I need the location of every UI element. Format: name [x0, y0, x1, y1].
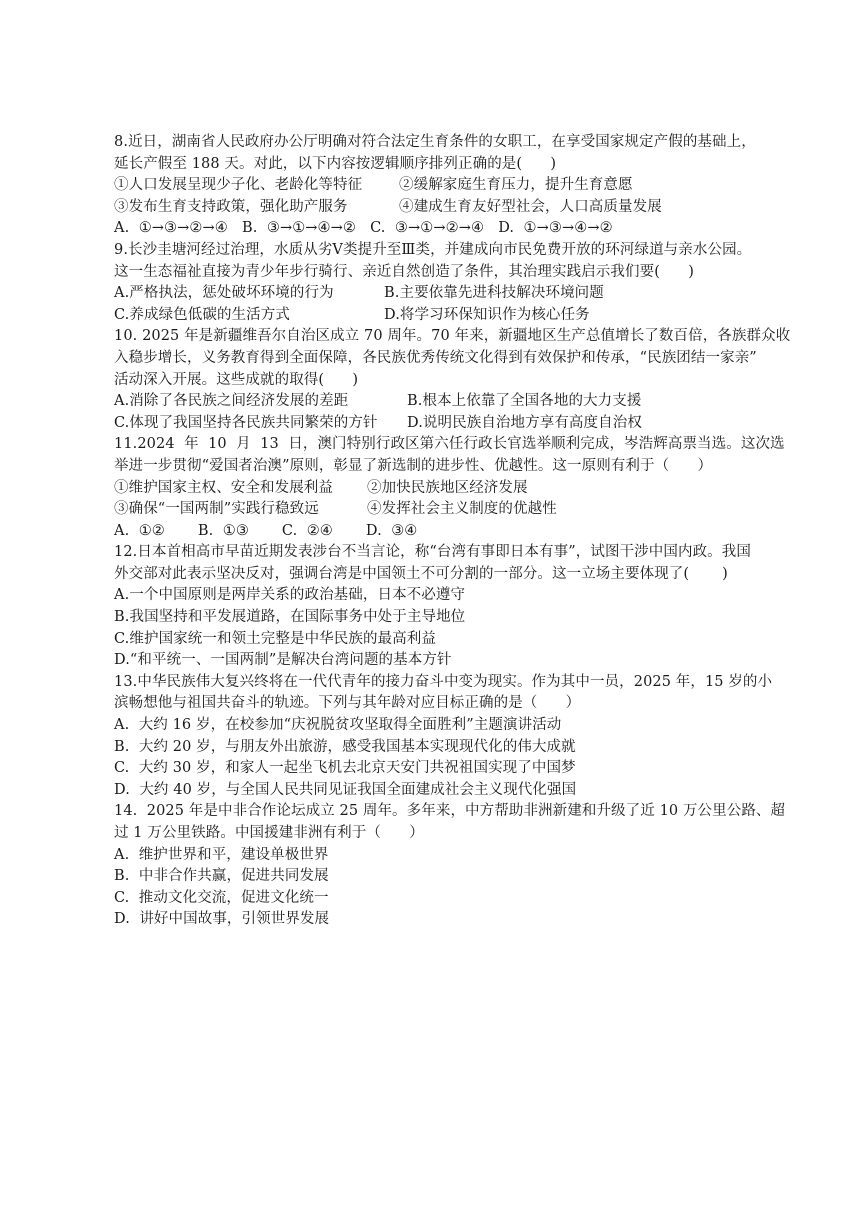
statement: ④建成生育友好型社会，人口高质量发展 — [399, 198, 662, 215]
statement: ③发布生育支持政策，强化助产服务 — [114, 198, 348, 215]
option-a: A.一个中国原则是两岸关系的政治基础，日本不必遵守 — [114, 587, 466, 604]
question-stem: 12.日本首相高市早苗近期发表涉台不当言论，称“台湾有事即日本有事”，试图干涉中国内政。我国 — [114, 544, 751, 561]
question-stem: 入稳步增长，义务教育得到全面保障，各民族优秀传统文化得到有效保护和传承，“民族团结一家亲” — [114, 349, 757, 366]
statement: ①人口发展呈现少子化、老龄化等特征 — [114, 177, 363, 194]
question-13 — [114, 672, 785, 802]
question-stem: 举进一步贯彻“爱国者治澳”原则，彰显了新选制的进步性、优越性。这一原则有利于（ ） — [114, 457, 713, 474]
answer-choices: A. ①② B. ①③ C. ②④ D. ③④ — [114, 522, 418, 539]
statement-row — [114, 175, 785, 197]
option-d: D.“和平统一、一国两制”是解决台湾问题的基本方针 — [114, 652, 452, 669]
question-stem: 这一生态福祉直接为青少年步行骑行、亲近自然创造了条件，其治理实践启示我们要( ) — [114, 263, 694, 280]
question-12 — [114, 542, 785, 672]
option-d: D. 大约 40 岁，与全国人民共同见证我国全面建成社会主义现代化强国 — [114, 781, 577, 798]
statement: ②缓解家庭生育压力，提升生育意愿 — [399, 177, 633, 194]
question-stem: 活动深入开展。这些成就的取得( ) — [114, 371, 359, 388]
option-b: B. 大约 20 岁，与朋友外出旅游，感受我国基本实现现代化的伟大成就 — [114, 738, 576, 755]
question-stem: 滨畅想他与祖国共奋斗的轨迹。下列与其年龄对应目标正确的是（ ） — [114, 695, 581, 712]
option-a: A.消除了各民族之间经济发展的差距 — [114, 393, 349, 410]
option-c: C.体现了我国坚持各民族共同繁荣的方针 — [114, 414, 378, 431]
option-c: C. 推动文化交流，促进文化统一 — [114, 889, 329, 906]
question-14 — [114, 801, 785, 931]
statement: ④发挥社会主义制度的优越性 — [367, 501, 557, 518]
question-stem: 延长产假至 188 天。对此，以下内容按逻辑顺序排列正确的是( ) — [114, 155, 557, 172]
option-a: A. 大约 16 岁，在校参加“庆祝脱贫攻坚取得全面胜利”主题演讲活动 — [114, 717, 562, 734]
statement: ①维护国家主权、安全和发展利益 — [114, 479, 333, 496]
question-stem: 11.2024 年 10 月 13 日，澳门特别行政区第六任行政长官选举顺利完成，岑浩辉高票当选。这次选 — [114, 436, 785, 453]
option-d: D.说明民族自治地方享有高度自治权 — [407, 414, 642, 431]
question-stem: 10. 2025 年是新疆维吾尔自治区成立 70 周年。70 年来，新疆地区生产总值增长了数百倍，各族群众收 — [114, 328, 791, 345]
question-10 — [114, 326, 791, 434]
option-c: C.养成绿色低碳的生活方式 — [114, 306, 290, 323]
question-stem: 9.长沙圭塘河经过治理，水质从劣Ⅴ类提升至Ⅲ类，并建成向市民免费开放的环河绿道与亲水公园。 — [114, 241, 752, 258]
statement: ②加快民族地区经济发展 — [367, 479, 528, 496]
option-d: D.将学习环保知识作为核心任务 — [384, 306, 590, 323]
question-8 — [114, 132, 785, 240]
option-a: A. 维护世界和平，建设单极世界 — [114, 846, 329, 863]
statement-row — [114, 499, 785, 521]
option-row — [114, 305, 785, 327]
statement-row — [114, 197, 785, 219]
option-d: D. 讲好中国故事，引领世界发展 — [114, 911, 330, 928]
option-b: B.我国坚持和平发展道路，在国际事务中处于主导地位 — [114, 609, 466, 626]
question-stem: 过 1 万公里铁路。中国援建非洲有利于（ ） — [114, 825, 424, 841]
option-row — [114, 413, 785, 435]
option-c: C.维护国家统一和领土完整是中华民族的最高利益 — [114, 630, 436, 647]
option-b: B.根本上依靠了全国各地的大力支援 — [407, 393, 642, 410]
answer-choices: A. ①→③→②→④ B. ③→①→④→② C. ③→①→②→④ D. ①→③→④→② — [114, 220, 613, 237]
option-b: B. 中非合作共赢，促进共同发展 — [114, 868, 329, 885]
option-a: A.严格执法，惩处破坏环境的行为 — [114, 285, 334, 302]
question-11 — [114, 434, 785, 542]
option-c: C. 大约 30 岁，和家人一起坐飞机去北京天安门共祝祖国实现了中国梦 — [114, 760, 576, 777]
option-row — [114, 283, 785, 305]
question-stem: 14. 2025 年是中非合作论坛成立 25 周年。多年来，中方帮助非洲新建和升级了近 10 万公里公路、超 — [114, 803, 786, 820]
question-stem: 13.中华民族伟大复兴终将在一代代青年的接力奋斗中变为现实。作为其中一员，2025 年，15 岁的小 — [114, 673, 773, 690]
statement: ③确保“一国两制”实践行稳致远 — [114, 501, 319, 518]
question-stem: 8.近日，湖南省人民政府办公厅明确对符合法定生育条件的女职工，在享受国家规定产假的基础上， — [114, 134, 756, 150]
statement-row — [114, 478, 785, 500]
question-stem: 外交部对此表示坚决反对，强调台湾是中国领土不可分割的一部分。这一立场主要体现了( ) — [114, 565, 728, 582]
option-row — [114, 391, 785, 413]
question-9 — [114, 240, 785, 326]
option-b: B.主要依靠先进科技解决环境问题 — [384, 285, 604, 302]
